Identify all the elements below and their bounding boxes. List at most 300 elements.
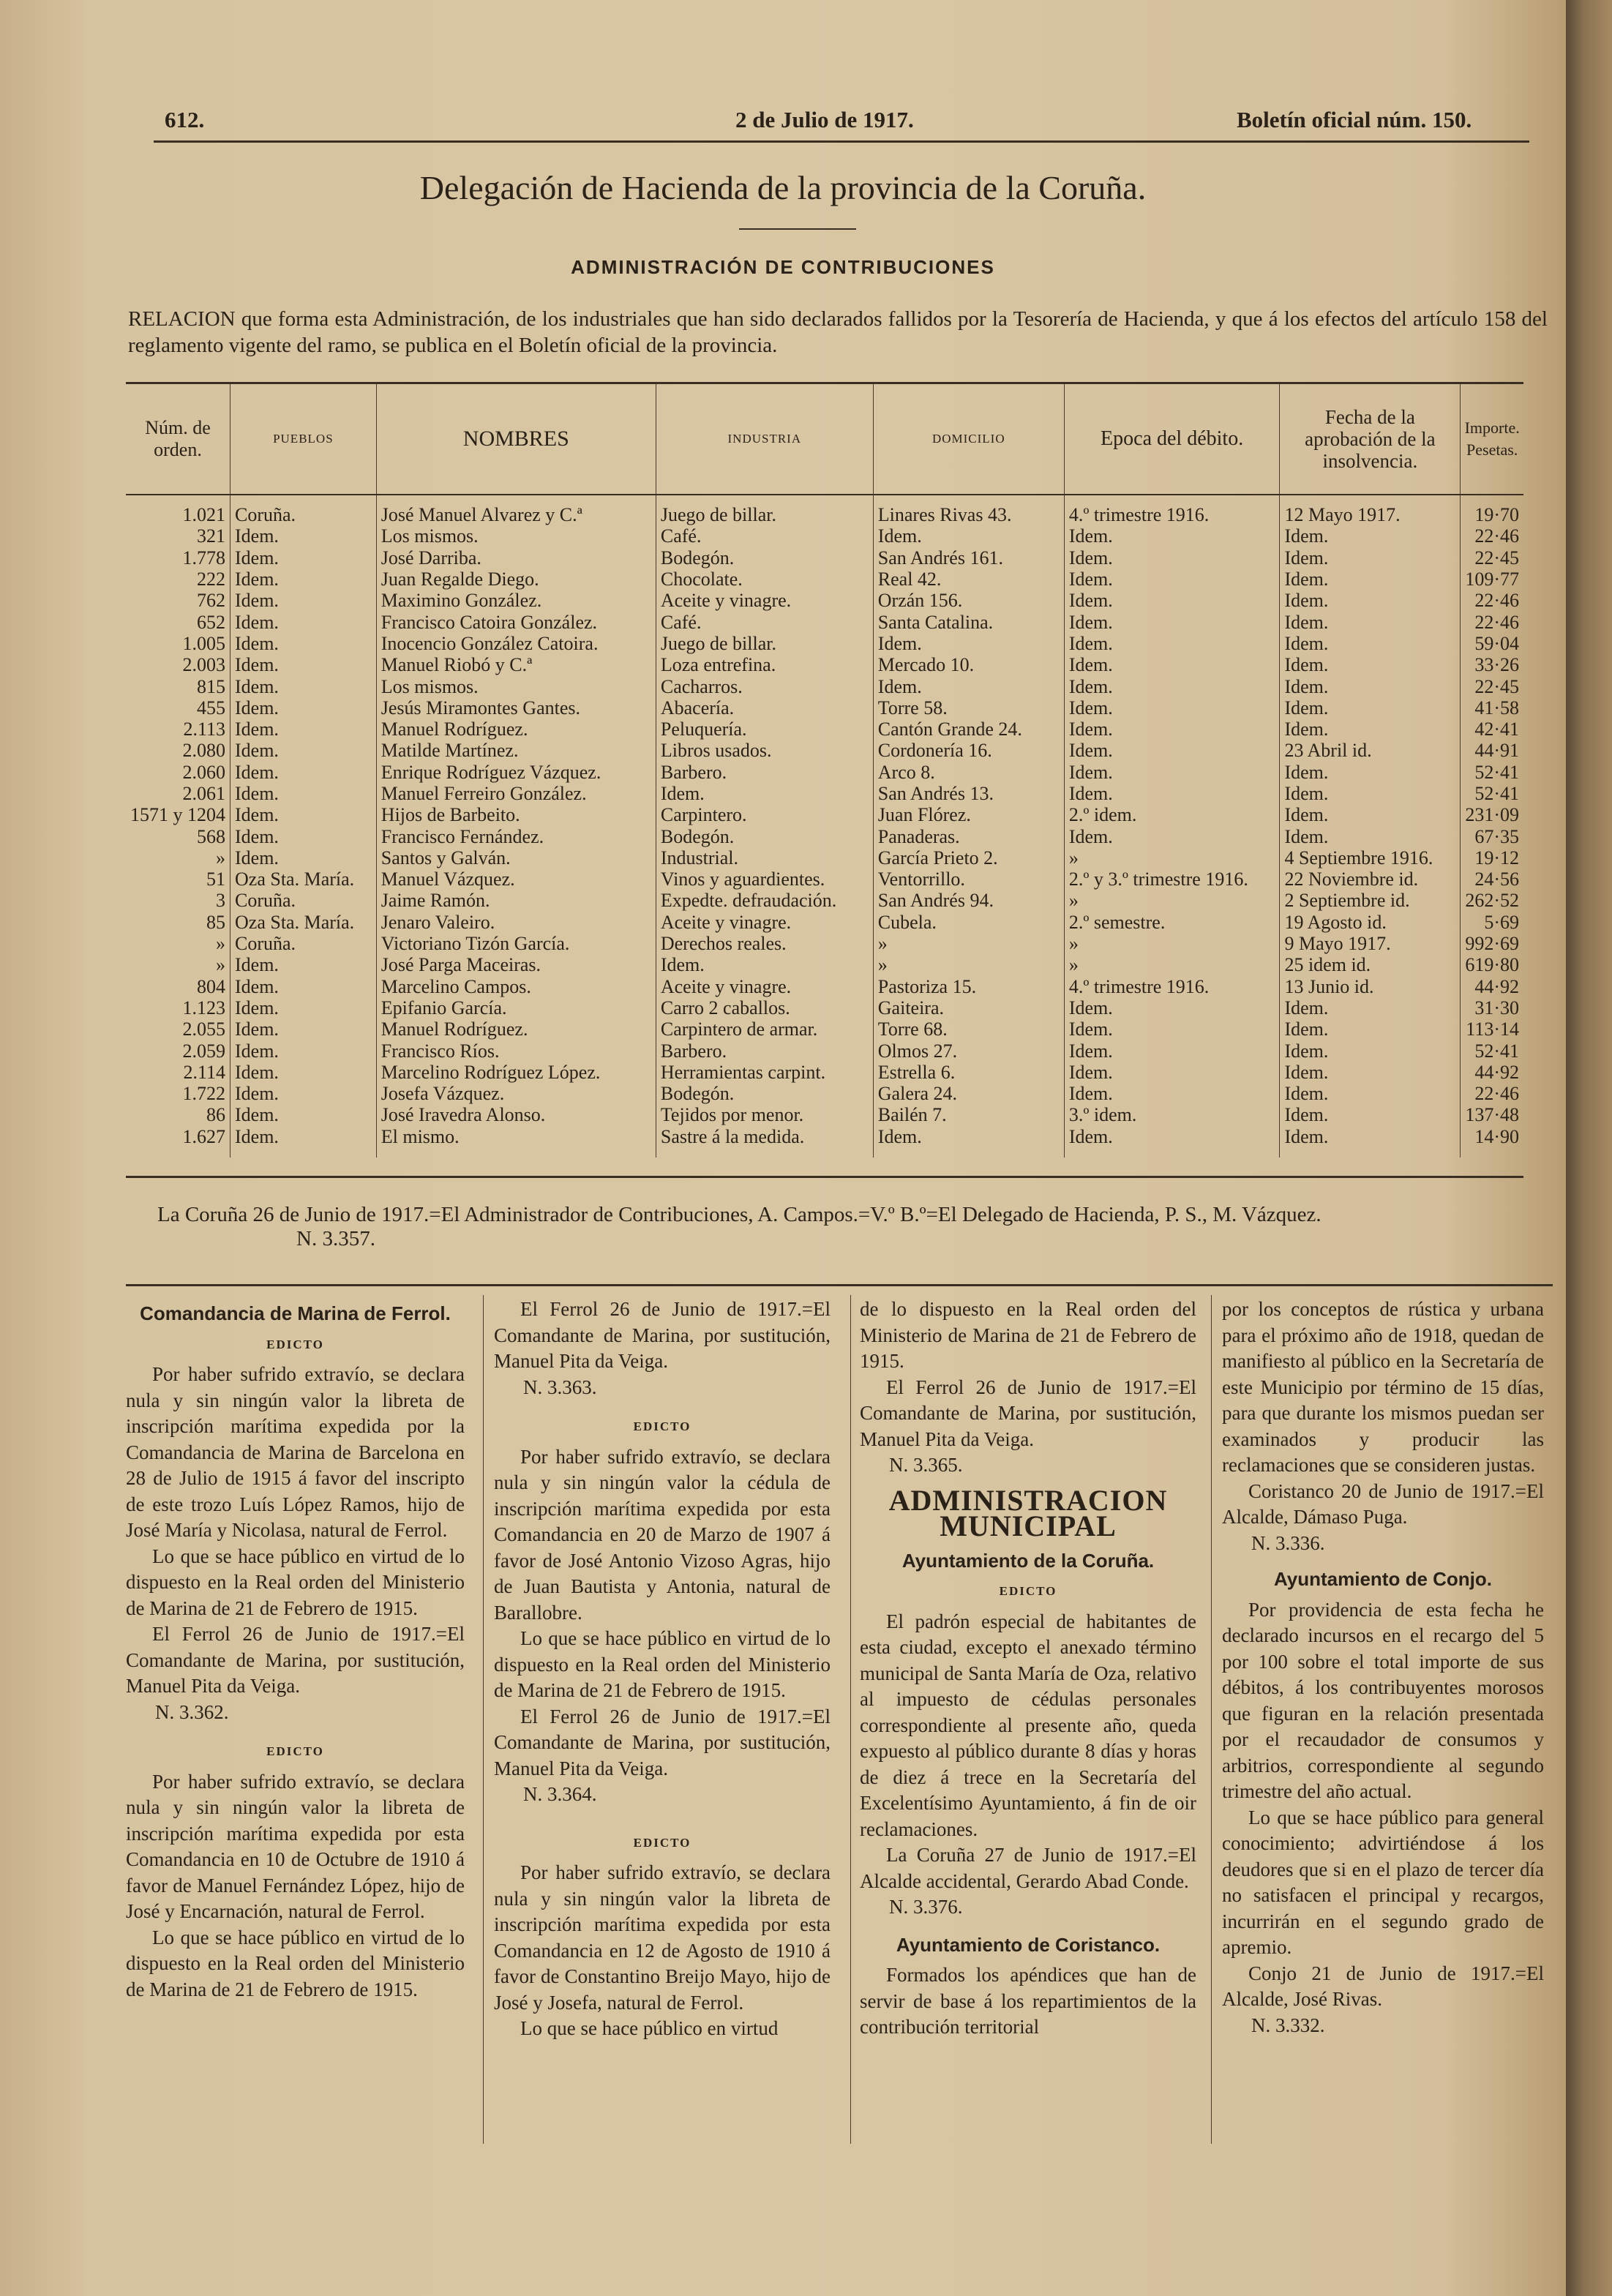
page-number: 612. xyxy=(165,107,205,132)
row-name: Francisco Ríos. xyxy=(376,1040,656,1061)
heading-ayuntamiento-coristanco: Ayuntamiento de Coristanco. xyxy=(896,1933,1161,1956)
section-municipal-administration: ADMINISTRACION MUNICIPAL xyxy=(888,1483,1168,1542)
row-amount: 67·35 xyxy=(1461,825,1523,847)
row-town: Idem. xyxy=(230,1126,377,1158)
edict-ref: N. 3.364. xyxy=(523,1783,597,1805)
edict-signature: La Coruña 27 de Junio de 1917.=El Alcalde accidental, Gerardo Abad Conde. xyxy=(860,1844,1196,1892)
row-amount: 14·90 xyxy=(1461,1126,1523,1158)
row-town: Idem. xyxy=(230,569,377,590)
table-row xyxy=(126,997,1523,1018)
row-amount: 19·70 xyxy=(1461,494,1523,525)
row-address: Cantón Grande 24. xyxy=(873,719,1064,740)
heading-ayuntamiento-coruna: Ayuntamiento de la Coruña. xyxy=(901,1549,1155,1572)
row-amount: 24·56 xyxy=(1461,868,1523,890)
row-amount: 113·14 xyxy=(1461,1018,1523,1040)
edict-paragraph: Lo que se hace público en virtud de lo dispuesto en la Real orden del Ministerio de Marina de 21 de Febrero de 1915. xyxy=(494,1627,831,1701)
row-number: 2.003 xyxy=(126,654,230,675)
col-header-debt-period: Epoca del débito. xyxy=(1064,384,1280,494)
edict-ref: N. 3.332. xyxy=(1251,2014,1325,2036)
row-name: Inocencio González Catoira. xyxy=(376,633,656,654)
row-name: José Darriba. xyxy=(376,547,656,569)
row-industry: Industrial. xyxy=(656,847,873,868)
row-industry: Barbero. xyxy=(656,1040,873,1061)
row-debt-period: » xyxy=(1064,933,1280,954)
row-amount: 52·41 xyxy=(1461,1040,1523,1061)
row-industry: Aceite y vinagre. xyxy=(656,590,873,611)
row-amount: 44·92 xyxy=(1461,1062,1523,1083)
row-number: 568 xyxy=(126,825,230,847)
row-name: Juan Regalde Diego. xyxy=(376,569,656,590)
row-number: 762 xyxy=(126,590,230,611)
row-debt-period: Idem. xyxy=(1064,547,1280,569)
row-insolvency-date: Idem. xyxy=(1280,719,1461,740)
row-town: Idem. xyxy=(230,611,377,632)
col-header-names: NOMBRES xyxy=(376,384,656,494)
table-row xyxy=(126,1083,1523,1104)
row-industry: Sastre á la medida. xyxy=(656,1126,873,1158)
row-industry: Vinos y aguardientes. xyxy=(656,868,873,890)
col-header-insolvency-date: Fecha de la aprobación de la insolvencia. xyxy=(1280,384,1461,494)
row-amount: 22·46 xyxy=(1461,611,1523,632)
row-town: Idem. xyxy=(230,847,377,868)
row-number: 321 xyxy=(126,525,230,547)
row-address: Juan Flórez. xyxy=(873,804,1064,825)
defaulters-table xyxy=(126,384,1523,1158)
table-row xyxy=(126,654,1523,675)
edict-label: EDICTO xyxy=(266,1337,324,1351)
col-header-industry: INDUSTRIA xyxy=(656,384,873,494)
row-address: Panaderas. xyxy=(873,825,1064,847)
issue-date: 2 de Julio de 1917. xyxy=(735,107,914,132)
row-amount: 59·04 xyxy=(1461,633,1523,654)
row-amount: 41·58 xyxy=(1461,697,1523,719)
edict-paragraph: Formados los apéndices que han de servir de base á los repartimientos de la contribución territorial xyxy=(860,1964,1196,2038)
row-town: Idem. xyxy=(230,1018,377,1040)
row-number: 1.778 xyxy=(126,547,230,569)
row-amount: 619·80 xyxy=(1461,954,1523,975)
table-row xyxy=(126,933,1523,954)
row-number: 1571 y 1204 xyxy=(126,804,230,825)
row-amount: 22·45 xyxy=(1461,547,1523,569)
col-header-number: Núm. de orden. xyxy=(126,384,230,494)
row-town: Idem. xyxy=(230,697,377,719)
row-debt-period: Idem. xyxy=(1064,697,1280,719)
table-header-row xyxy=(126,384,1523,494)
row-name: Victoriano Tizón García. xyxy=(376,933,656,954)
column-4 xyxy=(1222,1297,1544,2038)
row-town: Idem. xyxy=(230,762,377,783)
edict-paragraph: Por haber sufrido extravío, se declara nula y sin ningún valor la cédula de inscripción marítima expedida por esta Comandancia en 20 de Marzo de 1907 á favor de José Antonio Vizoso Agras, hijo de Juan Bautista y Antonia, natural de Barallobre. xyxy=(494,1445,831,1624)
row-debt-period: Idem. xyxy=(1064,997,1280,1018)
column-rule-1 xyxy=(483,1295,484,2144)
edict-paragraph: por los conceptos de rústica y urbana para el próximo año de 1918, quedan de manifiesto al público en la Secretaría de este Municipio por término de 15 días, para que durante los mismos puedan ser examinados y producir las reclamaciones que se consideren justas. xyxy=(1222,1298,1544,1476)
row-address: Santa Catalina. xyxy=(873,611,1064,632)
edict-paragraph: Por haber sufrido extravío, se declara nula y sin ningún valor la libreta de inscripción marítima expedida por la Comandancia de Marina de Barcelona en 28 de Julio de 1915 á favor del inscripto de este trozo Luís López Ramos, hijo de José María y Nicolasa, natural de Ferrol. xyxy=(126,1363,465,1541)
table-row xyxy=(126,912,1523,933)
row-name: Jaime Ramón. xyxy=(376,890,656,911)
edict-ref: N. 3.363. xyxy=(523,1376,597,1398)
row-debt-period: Idem. xyxy=(1064,1040,1280,1061)
edict-signature: Coristanco 20 de Junio de 1917.=El Alcalde, Dámaso Puga. xyxy=(1222,1479,1544,1528)
row-name: José Manuel Alvarez y C.ª xyxy=(376,494,656,525)
row-address: Linares Rivas 43. xyxy=(873,494,1064,525)
table-row xyxy=(126,494,1523,525)
edict-label: EDICTO xyxy=(633,1835,691,1850)
row-number: 86 xyxy=(126,1104,230,1125)
edict-paragraph: de lo dispuesto en la Real orden del Ministerio de Marina de 21 de Febrero de 1915. xyxy=(860,1298,1196,1372)
row-industry: Barbero. xyxy=(656,762,873,783)
row-amount: 992·69 xyxy=(1461,933,1523,954)
row-amount: 5·69 xyxy=(1461,912,1523,933)
row-debt-period: Idem. xyxy=(1064,1126,1280,1158)
row-debt-period: » xyxy=(1064,847,1280,868)
row-insolvency-date: Idem. xyxy=(1280,1104,1461,1125)
row-name: Jesús Miramontes Gantes. xyxy=(376,697,656,719)
row-industry: Carpintero de armar. xyxy=(656,1018,873,1040)
row-debt-period: 4.º trimestre 1916. xyxy=(1064,976,1280,997)
row-number: 2.059 xyxy=(126,1040,230,1061)
row-number: 455 xyxy=(126,697,230,719)
row-insolvency-date: Idem. xyxy=(1280,825,1461,847)
row-debt-period: Idem. xyxy=(1064,675,1280,697)
row-industry: Peluquería. xyxy=(656,719,873,740)
binding-edge xyxy=(1566,0,1612,2296)
column-1 xyxy=(126,1297,465,2003)
table-row xyxy=(126,569,1523,590)
row-name: Maximino González. xyxy=(376,590,656,611)
table-row xyxy=(126,1126,1523,1158)
row-address: San Andrés 161. xyxy=(873,547,1064,569)
edict-paragraph: Lo que se hace público en virtud xyxy=(520,2017,779,2039)
col-header-address: DOMICILIO xyxy=(873,384,1064,494)
row-amount: 44·92 xyxy=(1461,976,1523,997)
row-amount: 22·45 xyxy=(1461,675,1523,697)
row-town: Idem. xyxy=(230,547,377,569)
table-row xyxy=(126,1018,1523,1040)
column-rule-2 xyxy=(850,1295,851,2144)
row-debt-period: Idem. xyxy=(1064,740,1280,761)
row-town: Idem. xyxy=(230,1040,377,1061)
row-address: San Andrés 13. xyxy=(873,783,1064,804)
row-insolvency-date: Idem. xyxy=(1280,569,1461,590)
row-insolvency-date: Idem. xyxy=(1280,997,1461,1018)
row-insolvency-date: Idem. xyxy=(1280,1040,1461,1061)
row-name: Manuel Riobó y C.ª xyxy=(376,654,656,675)
row-address: Cordonería 16. xyxy=(873,740,1064,761)
row-number: 1.005 xyxy=(126,633,230,654)
row-amount: 231·09 xyxy=(1461,804,1523,825)
row-address: Pastoriza 15. xyxy=(873,976,1064,997)
row-number: » xyxy=(126,954,230,975)
table-row xyxy=(126,825,1523,847)
row-number: 2.113 xyxy=(126,719,230,740)
row-address: Cubela. xyxy=(873,912,1064,933)
row-town: Idem. xyxy=(230,997,377,1018)
table-row xyxy=(126,868,1523,890)
row-insolvency-date: 9 Mayo 1917. xyxy=(1280,933,1461,954)
row-insolvency-date: 2 Septiembre id. xyxy=(1280,890,1461,911)
row-insolvency-date: Idem. xyxy=(1280,762,1461,783)
table-signature: La Coruña 26 de Junio de 1917.=El Administrador de Contribuciones, A. Campos.=V.º B.º=El Delegado de Hacienda, P. S., M. Vázquez. xyxy=(157,1203,1322,1226)
row-name: Epifanio García. xyxy=(376,997,656,1018)
row-number: 222 xyxy=(126,569,230,590)
row-amount: 22·46 xyxy=(1461,590,1523,611)
edict-signature: El Ferrol 26 de Junio de 1917.=El Comandante de Marina, por sustitución, Manuel Pita da Veiga. xyxy=(126,1623,465,1697)
row-debt-period: » xyxy=(1064,890,1280,911)
row-town: Oza Sta. María. xyxy=(230,868,377,890)
row-address: Idem. xyxy=(873,633,1064,654)
row-name: Marcelino Rodríguez López. xyxy=(376,1062,656,1083)
row-town: Idem. xyxy=(230,719,377,740)
row-industry: Juego de billar. xyxy=(656,633,873,654)
row-name: Francisco Fernández. xyxy=(376,825,656,847)
row-town: Idem. xyxy=(230,654,377,675)
row-name: Enrique Rodríguez Vázquez. xyxy=(376,762,656,783)
row-town: Idem. xyxy=(230,954,377,975)
edict-signature: El Ferrol 26 de Junio de 1917.=El Comandante de Marina, por sustitución, Manuel Pita da Veiga. xyxy=(860,1376,1196,1450)
row-address: Gaiteira. xyxy=(873,997,1064,1018)
row-address: Idem. xyxy=(873,675,1064,697)
table-row xyxy=(126,719,1523,740)
edict-signature: El Ferrol 26 de Junio de 1917.=El Comandante de Marina, por sustitución, Manuel Pita da Veiga. xyxy=(494,1705,831,1779)
heading-ayuntamiento-conjo: Ayuntamiento de Conjo. xyxy=(1273,1568,1493,1590)
row-insolvency-date: 22 Noviembre id. xyxy=(1280,868,1461,890)
row-industry: Carpintero. xyxy=(656,804,873,825)
row-debt-period: Idem. xyxy=(1064,633,1280,654)
row-industry: Idem. xyxy=(656,783,873,804)
row-insolvency-date: 19 Agosto id. xyxy=(1280,912,1461,933)
row-amount: 52·41 xyxy=(1461,762,1523,783)
row-name: Francisco Catoira González. xyxy=(376,611,656,632)
row-industry: Derechos reales. xyxy=(656,933,873,954)
row-insolvency-date: Idem. xyxy=(1280,590,1461,611)
row-address: San Andrés 94. xyxy=(873,890,1064,911)
row-insolvency-date: Idem. xyxy=(1280,804,1461,825)
table-row xyxy=(126,954,1523,975)
row-number: » xyxy=(126,933,230,954)
row-insolvency-date: Idem. xyxy=(1280,783,1461,804)
heading-comandancia-ferrol: Comandancia de Marina de Ferrol. xyxy=(140,1302,451,1324)
table-row xyxy=(126,804,1523,825)
row-name: Los mismos. xyxy=(376,525,656,547)
row-number: 1.722 xyxy=(126,1083,230,1104)
row-insolvency-date: Idem. xyxy=(1280,547,1461,569)
row-town: Coruña. xyxy=(230,933,377,954)
edict-paragraph: Lo que se hace público en virtud de lo dispuesto en la Real orden del Ministerio de Marina de 21 de Febrero de 1915. xyxy=(126,1545,465,1619)
row-industry: Idem. xyxy=(656,954,873,975)
table-row xyxy=(126,847,1523,868)
row-amount: 109·77 xyxy=(1461,569,1523,590)
row-town: Idem. xyxy=(230,525,377,547)
row-insolvency-date: Idem. xyxy=(1280,1126,1461,1158)
row-town: Coruña. xyxy=(230,494,377,525)
row-industry: Herramientas carpint. xyxy=(656,1062,873,1083)
row-number: 3 xyxy=(126,890,230,911)
row-number: » xyxy=(126,847,230,868)
row-insolvency-date: Idem. xyxy=(1280,633,1461,654)
row-name: Hijos de Barbeito. xyxy=(376,804,656,825)
row-insolvency-date: Idem. xyxy=(1280,1062,1461,1083)
column-rule-3 xyxy=(1211,1295,1212,2144)
row-amount: 33·26 xyxy=(1461,654,1523,675)
row-number: 804 xyxy=(126,976,230,997)
row-insolvency-date: Idem. xyxy=(1280,1083,1461,1104)
row-amount: 22·46 xyxy=(1461,1083,1523,1104)
row-insolvency-date: 4 Septiembre 1916. xyxy=(1280,847,1461,868)
edict-ref: N. 3.376. xyxy=(889,1896,963,1918)
row-insolvency-date: Idem. xyxy=(1280,654,1461,675)
row-industry: Bodegón. xyxy=(656,547,873,569)
row-name: Marcelino Campos. xyxy=(376,976,656,997)
row-insolvency-date: 23 Abril id. xyxy=(1280,740,1461,761)
row-town: Idem. xyxy=(230,675,377,697)
row-industry: Expedte. defraudación. xyxy=(656,890,873,911)
row-debt-period: Idem. xyxy=(1064,1062,1280,1083)
row-name: Jenaro Valeiro. xyxy=(376,912,656,933)
page-title: Delegación de Hacienda de la provincia de la Coruña. xyxy=(419,169,1147,206)
row-town: Coruña. xyxy=(230,890,377,911)
row-amount: 22·46 xyxy=(1461,525,1523,547)
row-name: Manuel Vázquez. xyxy=(376,868,656,890)
row-industry: Abacería. xyxy=(656,697,873,719)
column-2 xyxy=(494,1297,831,2042)
table-bottom-rule xyxy=(126,1176,1523,1178)
row-industry: Libros usados. xyxy=(656,740,873,761)
edict-label: EDICTO xyxy=(266,1744,324,1758)
edict-paragraph: Lo que se hace público para general conocimiento; advirtiéndose á los deudores que si en el plazo de tercer día no satisfacen el principal y recargos, incurrirán en el segundo grado de apremio. xyxy=(1222,1806,1544,1958)
row-number: 2.080 xyxy=(126,740,230,761)
row-number: 2.055 xyxy=(126,1018,230,1040)
table-row xyxy=(126,675,1523,697)
row-industry: Café. xyxy=(656,611,873,632)
row-industry: Tejidos por menor. xyxy=(656,1104,873,1125)
row-debt-period: Idem. xyxy=(1064,1083,1280,1104)
row-address: Arco 8. xyxy=(873,762,1064,783)
column-3 xyxy=(860,1297,1196,2041)
edict-ref: N. 3.362. xyxy=(155,1700,229,1723)
row-address: Torre 58. xyxy=(873,697,1064,719)
table-row xyxy=(126,611,1523,632)
intro-paragraph: RELACION que forma esta Administración, de los industriales que han sido declarados fallidos por la Tesorería de Hacienda, y que á los efectos del artículo 158 del reglamento vigente del ramo, se publica en el Boletín oficial de la provincia. xyxy=(128,307,1548,357)
row-debt-period: Idem. xyxy=(1064,590,1280,611)
table-row xyxy=(126,1062,1523,1083)
section-subtitle: ADMINISTRACIÓN DE CONTRIBUCIONES xyxy=(571,256,995,278)
row-name: Manuel Rodríguez. xyxy=(376,1018,656,1040)
row-debt-period: Idem. xyxy=(1064,1018,1280,1040)
table-row xyxy=(126,783,1523,804)
header-separator xyxy=(126,494,1523,495)
title-divider xyxy=(739,228,856,230)
row-insolvency-date: 13 Junio id. xyxy=(1280,976,1461,997)
row-insolvency-date: Idem. xyxy=(1280,611,1461,632)
table-row xyxy=(126,762,1523,783)
row-address: Idem. xyxy=(873,1126,1064,1158)
row-number: 1.123 xyxy=(126,997,230,1018)
row-name: Manuel Rodríguez. xyxy=(376,719,656,740)
row-address: Torre 68. xyxy=(873,1018,1064,1040)
row-industry: Chocolate. xyxy=(656,569,873,590)
row-debt-period: Idem. xyxy=(1064,611,1280,632)
row-number: 815 xyxy=(126,675,230,697)
row-debt-period: 2.º idem. xyxy=(1064,804,1280,825)
row-debt-period: 4.º trimestre 1916. xyxy=(1064,494,1280,525)
row-debt-period: Idem. xyxy=(1064,569,1280,590)
row-industry: Aceite y vinagre. xyxy=(656,912,873,933)
edict-signature: El Ferrol 26 de Junio de 1917.=El Comandante de Marina, por sustitución, Manuel Pita da Veiga. xyxy=(494,1298,831,1372)
row-insolvency-date: 25 idem id. xyxy=(1280,954,1461,975)
row-name: José Parga Maceiras. xyxy=(376,954,656,975)
row-address: Estrella 6. xyxy=(873,1062,1064,1083)
row-name: Manuel Ferreiro González. xyxy=(376,783,656,804)
row-address: » xyxy=(873,933,1064,954)
table-row xyxy=(126,525,1523,547)
row-address: Bailén 7. xyxy=(873,1104,1064,1125)
edict-label: EDICTO xyxy=(999,1584,1057,1598)
row-debt-period: Idem. xyxy=(1064,762,1280,783)
row-name: Santos y Galván. xyxy=(376,847,656,868)
row-town: Idem. xyxy=(230,1083,377,1104)
edict-ref: N. 3.365. xyxy=(889,1454,963,1476)
row-industry: Carro 2 caballos. xyxy=(656,997,873,1018)
edict-paragraph: Por providencia de esta fecha he declarado incursos en el recargo del 5 por 100 sobre el total importe de sus débitos, á los contribuyentes morosos que figuran en la relación presentada por el recaudador de consumos y arbitrios, correspondiente al segundo trimestre del año actual. xyxy=(1222,1598,1544,1802)
row-debt-period: Idem. xyxy=(1064,783,1280,804)
row-name: Matilde Martínez. xyxy=(376,740,656,761)
row-name: José Iravedra Alonso. xyxy=(376,1104,656,1125)
row-insolvency-date: Idem. xyxy=(1280,697,1461,719)
row-insolvency-date: Idem. xyxy=(1280,525,1461,547)
table-row xyxy=(126,976,1523,997)
row-insolvency-date: Idem. xyxy=(1280,675,1461,697)
table-row xyxy=(126,633,1523,654)
row-town: Idem. xyxy=(230,783,377,804)
row-amount: 31·30 xyxy=(1461,997,1523,1018)
row-town: Oza Sta. María. xyxy=(230,912,377,933)
row-amount: 137·48 xyxy=(1461,1104,1523,1125)
row-address: Orzán 156. xyxy=(873,590,1064,611)
bulletin-number: Boletín oficial núm. 150. xyxy=(1237,107,1472,132)
row-town: Idem. xyxy=(230,633,377,654)
edict-ref: N. 3.336. xyxy=(1251,1531,1325,1554)
row-address: Mercado 10. xyxy=(873,654,1064,675)
row-town: Idem. xyxy=(230,1104,377,1125)
row-town: Idem. xyxy=(230,804,377,825)
row-number: 2.061 xyxy=(126,783,230,804)
row-debt-period: Idem. xyxy=(1064,825,1280,847)
row-address: García Prieto 2. xyxy=(873,847,1064,868)
row-insolvency-date: 12 Mayo 1917. xyxy=(1280,494,1461,525)
row-town: Idem. xyxy=(230,740,377,761)
row-amount: 44·91 xyxy=(1461,740,1523,761)
row-town: Idem. xyxy=(230,825,377,847)
table-row xyxy=(126,547,1523,569)
row-address: Idem. xyxy=(873,525,1064,547)
row-industry: Cacharros. xyxy=(656,675,873,697)
row-address: Galera 24. xyxy=(873,1083,1064,1104)
row-industry: Café. xyxy=(656,525,873,547)
col-header-towns: PUEBLOS xyxy=(230,384,377,494)
table-row xyxy=(126,697,1523,719)
row-number: 1.021 xyxy=(126,494,230,525)
table-row xyxy=(126,740,1523,761)
row-amount: 42·41 xyxy=(1461,719,1523,740)
row-industry: Juego de billar. xyxy=(656,494,873,525)
row-debt-period: Idem. xyxy=(1064,654,1280,675)
row-industry: Aceite y vinagre. xyxy=(656,976,873,997)
row-number: 652 xyxy=(126,611,230,632)
table-row xyxy=(126,890,1523,911)
row-debt-period: 2.º semestre. xyxy=(1064,912,1280,933)
row-industry: Loza entrefina. xyxy=(656,654,873,675)
